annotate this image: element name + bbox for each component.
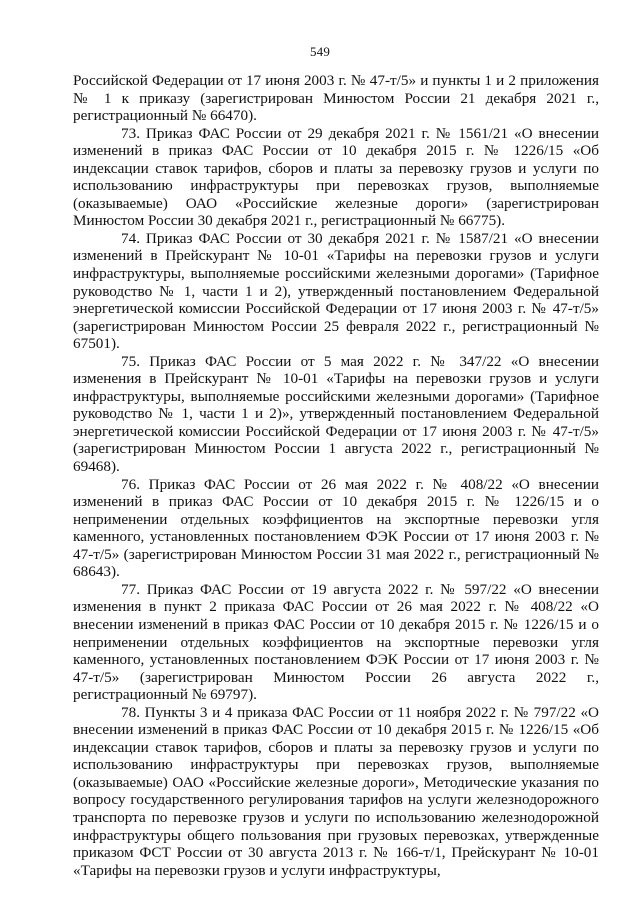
paragraph-item-75: 75. Приказ ФАС России от 5 мая 2022 г. № 347/22 «О внесении изменения в Прейскурант № 10-01 «Тарифы на перевозки грузов и услуги инфраструктуры, выполняемые российскими железными дорогами» (Тарифное руководство № 1, части 1 и 2)», утвержденный постановлением Федеральной энергетической комиссии Российской Федерации от 17 июня 2003 г. № 47-т/5» (зарегистрирован Минюстом России 1 августа 2022 г., регистрационный № 69468). xyxy=(73,352,599,476)
page-number: 549 xyxy=(309,44,331,59)
paragraph-item-74: 74. Приказ ФАС России от 30 декабря 2021 г. № 1587/21 «О внесении изменений в Прейскурант № 10-01 «Тарифы на перевозки грузов и услуги инфраструктуры, выполняемые российскими железными дорогами» (Тарифное руководство № 1, части 1 и 2), утвержденный постановлением Федеральной энергетической комиссии Российской Федерации от 17 июня 2003 г. № 47-т/5» (зарегистрирован Минюстом России 25 февраля 2022 г., регистрационный № 67501). xyxy=(73,229,599,353)
paragraph-item-76: 76. Приказ ФАС России от 26 мая 2022 г. № 408/22 «О внесении изменений в приказ ФАС России от 10 декабря 2015 г. № 1226/15 и о неприменении отдельных коэффициентов на экспортные перевозки угля каменного, установленных постановлением ФЭК России от 17 июня 2003 г. № 47-т/5» (зарегистрирован Минюстом России 31 мая 2022 г., регистрационный № 68643). xyxy=(73,475,599,581)
paragraph-item-77: 77. Приказ ФАС России от 19 августа 2022 г. № 597/22 «О внесении изменения в пункт 2 приказа ФАС России от 26 мая 2022 г. № 408/22 «О внесении изменений в приказ ФАС России от 10 декабря 2015 г. № 1226/15 и о неприменении отдельных коэффициентов на экспортные перевозки угля каменного, установленных постановлением ФЭК России от 17 июня 2003 г. № 47-т/5» (зарегистрирован Минюстом России 26 августа 2022 г., регистрационный № 69797). xyxy=(73,580,599,704)
paragraph-item-73: 73. Приказ ФАС России от 29 декабря 2021 г. № 1561/21 «О внесении изменений в приказ ФАС России от 10 декабря 2015 г. № 1226/15 «Об индексации ставок тарифов, сборов и платы за перевозку грузов и услуги по использованию инфраструктуры при перевозках грузов, выполняемые (оказываемые) ОАО «Российские железные дороги» (зарегистрирован Минюстом России 30 декабря 2021 г., регистрационный № 66775). xyxy=(73,124,599,230)
document-body xyxy=(73,72,599,879)
paragraph-item-78: 78. Пункты 3 и 4 приказа ФАС России от 11 ноября 2022 г. № 797/22 «О внесении изменений в приказ ФАС России от 10 декабря 2015 г. № 1226/15 «Об индексации ставок тарифов, сборов и платы за перевозку грузов и услуги по использованию инфраструктуры при перевозках грузов, выполняемые (оказываемые) ОАО «Российские железные дороги», Методические указания по вопросу государственного регулирования тарифов на услуги железнодорожного транспорта по перевозке грузов и услуги по использованию железнодорожной инфраструктуры общего пользования при грузовых перевозках, утвержденные приказом ФСТ России от 30 августа 2013 г. № 166-т/1, Прейскурант № 10-01 «Тарифы на перевозки грузов и услуги инфраструктуры, xyxy=(73,703,599,879)
paragraph-continuation: Российской Федерации от 17 июня 2003 г. № 47-т/5» и пункты 1 и 2 приложения № 1 к приказу (зарегистрирован Минюстом России 21 декабря 2021 г., регистрационный № 66470). xyxy=(73,72,599,125)
